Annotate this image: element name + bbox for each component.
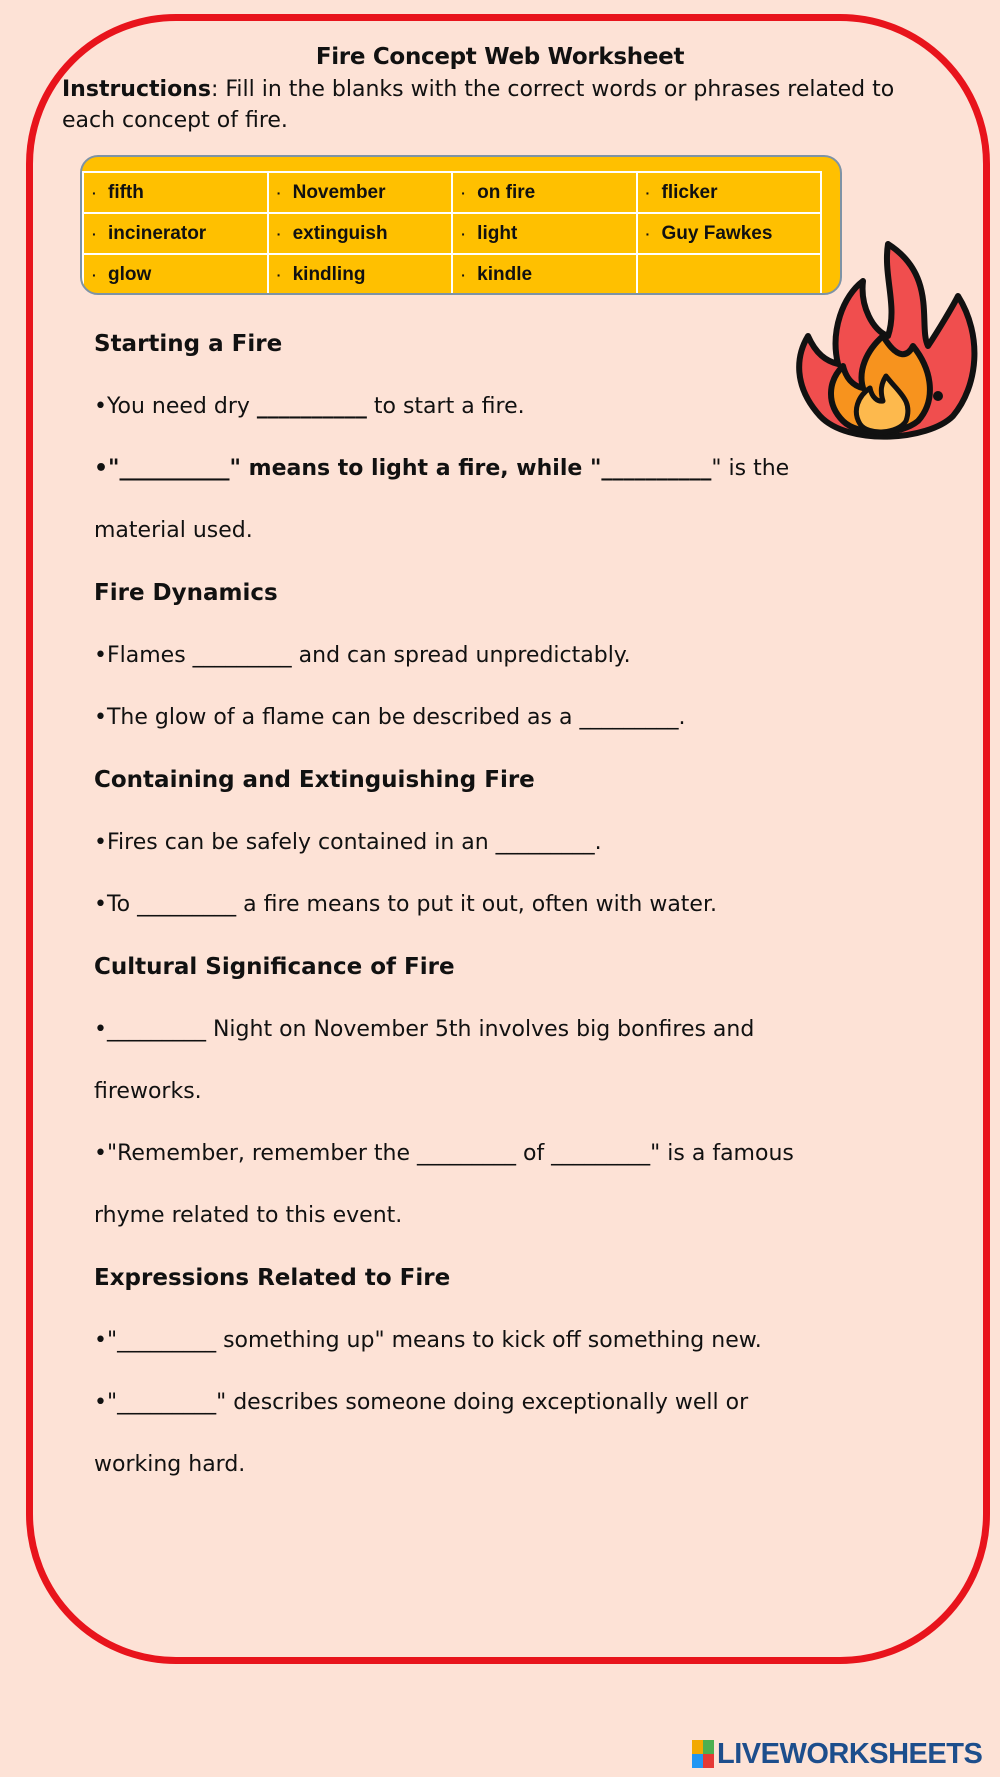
section-heading: Cultural Significance of Fire <box>94 954 455 980</box>
fill-in-line[interactable]: •Fires can be safely contained in an _________. <box>94 830 602 855</box>
section-heading: Starting a Fire <box>94 331 283 357</box>
answer-blank[interactable]: __________ <box>256 394 367 419</box>
word-bank-cell[interactable]: · on fire <box>452 172 636 213</box>
word-bank-cell[interactable]: · extinguish <box>268 213 453 254</box>
liveworksheets-wordmark: LIVEWORKSHEETS <box>717 1737 983 1770</box>
fill-in-line: •You need dry __________ to start a fire. <box>94 394 525 419</box>
word-bank-cell[interactable]: · kindle <box>452 254 636 295</box>
liveworksheets-logo[interactable] <box>692 1737 982 1771</box>
fill-in-line: material used. <box>94 518 253 543</box>
word-bank-row <box>83 254 821 295</box>
fill-in-line[interactable]: •Flames _________ and can spread unpredictably. <box>94 643 631 668</box>
word-bank <box>80 155 842 295</box>
fill-in-line[interactable]: •To _________ a fire means to put it out, often with water. <box>94 892 717 917</box>
section-heading: Fire Dynamics <box>94 580 278 606</box>
fill-in-line[interactable]: •"_________" describes someone doing exceptionally well or <box>94 1390 749 1415</box>
word-bank-table <box>82 171 822 295</box>
answer-blank[interactable]: •"__________" means to light a fire, while "__________ <box>94 456 712 481</box>
word-bank-cell[interactable]: · November <box>268 172 453 213</box>
word-bank-row <box>83 213 821 254</box>
fill-in-line: fireworks. <box>94 1079 202 1104</box>
word-bank-row <box>83 172 821 213</box>
section-heading: Expressions Related to Fire <box>94 1265 451 1291</box>
word-bank-cell[interactable]: · glow <box>83 254 268 295</box>
instructions <box>62 74 942 136</box>
fire-spark <box>933 391 943 401</box>
word-bank-cell[interactable]: · Guy Fawkes <box>637 213 821 254</box>
worksheet-title: Fire Concept Web Worksheet <box>315 44 685 70</box>
fill-in-line[interactable]: •The glow of a flame can be described as a _________. <box>94 705 686 730</box>
section-heading: Containing and Extinguishing Fire <box>94 767 535 793</box>
word-bank-cell[interactable]: · light <box>452 213 636 254</box>
fill-in-line[interactable]: •"_________ something up" means to kick off something new. <box>94 1328 762 1353</box>
fill-in-line[interactable]: •"Remember, remember the _________ of _________" is a famous <box>94 1141 794 1166</box>
liveworksheets-mark-icon <box>692 1740 714 1768</box>
word-bank-cell[interactable]: · fifth <box>83 172 268 213</box>
fill-in-line[interactable]: •_________ Night on November 5th involves big bonfires and <box>94 1017 755 1042</box>
word-bank-cell[interactable]: · incinerator <box>83 213 268 254</box>
instructions-label: Instructions <box>62 77 211 102</box>
fill-in-line: rhyme related to this event. <box>94 1203 403 1228</box>
fire-icon <box>788 236 978 448</box>
instructions-text: : Fill in the blanks with the correct words or phrases related to each concept of fire. <box>62 77 895 133</box>
fill-in-line: working hard. <box>94 1452 246 1477</box>
word-bank-cell[interactable]: · flicker <box>637 172 821 213</box>
word-bank-cell[interactable]: · kindling <box>268 254 453 295</box>
fill-in-line: •"__________" means to light a fire, while "__________" is the <box>94 456 790 481</box>
